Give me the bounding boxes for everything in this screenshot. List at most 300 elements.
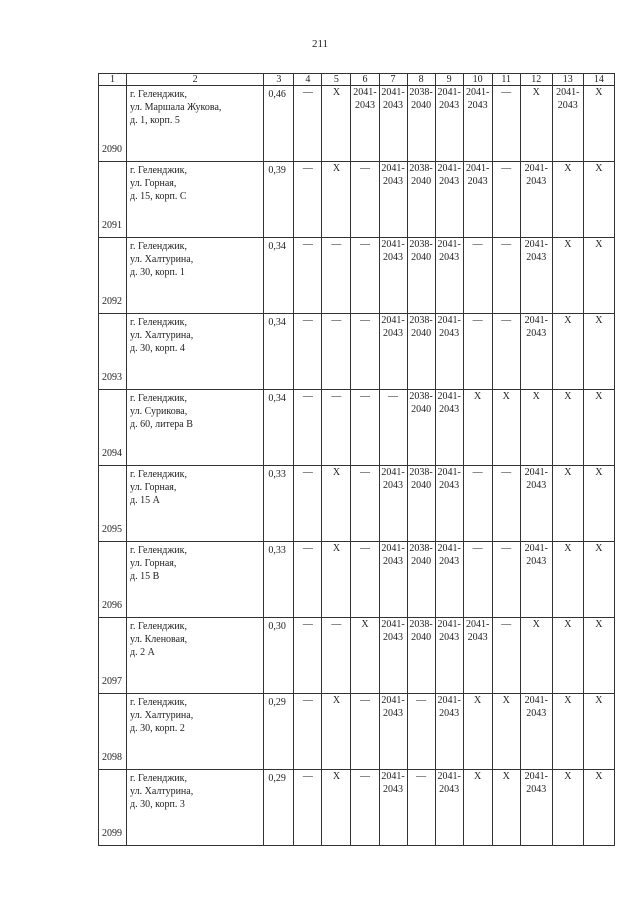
cell-line: —	[331, 315, 342, 326]
address-cell	[127, 86, 264, 162]
cell-line: 2041-	[353, 87, 377, 98]
address-cell	[127, 390, 264, 466]
cell-line: Х	[474, 771, 482, 782]
value-cell	[322, 162, 351, 238]
cell-line: 2043	[439, 632, 460, 643]
cell-line: 2041-	[465, 163, 490, 174]
table-row	[99, 542, 615, 618]
cell-line: —	[501, 543, 512, 554]
cell-line: 2041-	[437, 391, 461, 402]
cell-line: 2043	[383, 328, 404, 339]
cell-line: Х	[474, 695, 482, 706]
value-cell	[552, 694, 583, 770]
column-header: 5	[322, 74, 351, 86]
value-cell	[407, 542, 435, 618]
cell-line: 2041-	[465, 619, 490, 630]
row-number: 2093	[99, 314, 127, 390]
value-cell	[379, 162, 407, 238]
value-cell	[435, 770, 463, 846]
cell-line: —	[359, 695, 370, 706]
cell-line: 2041-	[524, 695, 548, 706]
table-row	[99, 694, 615, 770]
value-cell	[552, 162, 583, 238]
cell-line: Х	[564, 695, 572, 706]
value-cell	[294, 162, 322, 238]
address-line: д. 15 В	[130, 571, 160, 582]
value-cell	[520, 86, 552, 162]
cell-line: 2043	[526, 708, 547, 719]
cell-line: 2040	[411, 404, 432, 415]
address-line: ул. Халтурина,	[130, 330, 194, 341]
row-number: 2098	[99, 694, 127, 770]
value-cell	[294, 618, 322, 694]
cell-line: 2041-	[437, 87, 461, 98]
value-cell	[407, 162, 435, 238]
value-cell	[351, 86, 379, 162]
row-number: 2091	[99, 162, 127, 238]
column-header: 12	[520, 74, 552, 86]
cell-line: —	[501, 163, 512, 174]
cell-line: 2038-	[409, 467, 433, 478]
column-header: 13	[552, 74, 583, 86]
cell-line: —	[302, 467, 313, 478]
cell-line: —	[302, 771, 313, 782]
value-cell	[407, 618, 435, 694]
cell-line: —	[416, 771, 427, 782]
value-cell	[351, 542, 379, 618]
value-cell	[379, 466, 407, 542]
cell-line: 2040	[411, 480, 432, 491]
address-cell	[127, 694, 264, 770]
value-cell	[583, 694, 614, 770]
cell-line: Х	[332, 87, 341, 98]
value-cell	[294, 542, 322, 618]
column-header: 6	[351, 74, 379, 86]
value-cell	[583, 390, 614, 466]
value-cell	[351, 466, 379, 542]
cell-line: —	[331, 619, 342, 630]
value-cell	[520, 542, 552, 618]
cell-line: 2041-	[437, 619, 461, 630]
cell-line: 2038-	[409, 619, 433, 630]
cell-line: —	[472, 543, 483, 554]
table-row	[99, 314, 615, 390]
value-cell	[492, 618, 520, 694]
value-cell	[322, 770, 351, 846]
column-header: 7	[379, 74, 407, 86]
cell-line: 2040	[411, 252, 432, 263]
cell-line: 2043	[526, 176, 547, 187]
row-number: 2090	[99, 86, 127, 162]
value-cell	[492, 314, 520, 390]
cell-line: Х	[502, 695, 510, 706]
cell-line: —	[302, 619, 313, 630]
value-cell	[463, 86, 492, 162]
cell-line: 2041-	[437, 695, 461, 706]
address-line: д. 1, корп. 5	[130, 115, 180, 126]
cell-line: 2043	[439, 708, 460, 719]
cell-line: 2043	[439, 328, 460, 339]
cell-line: 2040	[411, 328, 432, 339]
value-cell	[520, 238, 552, 314]
value-cell	[322, 694, 351, 770]
value-cell	[435, 86, 463, 162]
cell-line: Х	[361, 619, 369, 630]
column-header: 2	[127, 74, 264, 86]
cell-line: Х	[532, 619, 540, 630]
cell-line: —	[472, 315, 483, 326]
cell-line: 2041-	[524, 315, 548, 326]
cell-line: 2040	[411, 556, 432, 567]
value-cell	[407, 770, 435, 846]
cell-line: Х	[564, 163, 572, 174]
cell-line: 2041-	[556, 87, 580, 98]
cell-line: 2038-	[409, 315, 433, 326]
value-cell	[520, 618, 552, 694]
address-line: ул. Халтурина,	[130, 710, 194, 721]
area-cell: 0,30	[264, 618, 294, 694]
cell-line: —	[359, 771, 370, 782]
cell-line: 2043	[439, 556, 460, 567]
cell-line: —	[302, 695, 313, 706]
value-cell	[492, 390, 520, 466]
cell-line: Х	[532, 87, 540, 98]
value-cell	[583, 466, 614, 542]
table-row	[99, 466, 615, 542]
cell-line: —	[359, 315, 370, 326]
cell-line: 2043	[439, 784, 460, 795]
value-cell	[379, 390, 407, 466]
cell-line: Х	[595, 543, 603, 554]
column-header: 4	[294, 74, 322, 86]
cell-line: 2043	[439, 480, 460, 491]
cell-line: Х	[474, 391, 482, 402]
value-cell	[552, 238, 583, 314]
value-cell	[379, 314, 407, 390]
address-line: ул. Халтурина,	[130, 786, 194, 797]
column-header: 14	[583, 74, 614, 86]
cell-line: Х	[595, 771, 603, 782]
address-line: г. Геленджик,	[130, 697, 187, 708]
cell-line: 2041-	[524, 239, 548, 250]
cell-line: Х	[564, 619, 572, 630]
value-cell	[583, 618, 614, 694]
table-row	[99, 390, 615, 466]
address-cell	[127, 618, 264, 694]
data-table	[98, 73, 615, 846]
value-cell	[351, 238, 379, 314]
cell-line: 2041-	[381, 239, 405, 250]
cell-line: 2041-	[381, 619, 405, 630]
cell-line: —	[501, 467, 512, 478]
address-cell	[127, 238, 264, 314]
cell-line: —	[302, 315, 313, 326]
cell-line: —	[302, 163, 313, 174]
address-line: д. 60, литера В	[130, 419, 193, 430]
address-cell	[127, 162, 264, 238]
cell-line: 2040	[411, 100, 432, 111]
cell-line: 2043	[526, 480, 547, 491]
value-cell	[294, 86, 322, 162]
cell-line: 2041-	[437, 163, 461, 174]
column-header: 9	[435, 74, 463, 86]
cell-line: Х	[332, 163, 341, 174]
table-row	[99, 618, 615, 694]
cell-line: 2041-	[437, 771, 461, 782]
cell-line: 2043	[467, 176, 488, 187]
cell-line: 2043	[439, 100, 460, 111]
cell-line: —	[331, 391, 342, 402]
cell-line: 2043	[467, 100, 488, 111]
cell-line: Х	[595, 391, 603, 402]
table-row	[99, 86, 615, 162]
cell-line: 2043	[439, 252, 460, 263]
value-cell	[351, 770, 379, 846]
address-line: д. 15 А	[130, 495, 160, 506]
address-line: д. 30, корп. 3	[130, 799, 185, 810]
table-header-row	[99, 74, 615, 86]
value-cell	[492, 238, 520, 314]
cell-line: Х	[564, 467, 572, 478]
cell-line: —	[416, 695, 427, 706]
address-line: г. Геленджик,	[130, 317, 187, 328]
value-cell	[294, 390, 322, 466]
cell-line: —	[359, 543, 370, 554]
value-cell	[351, 162, 379, 238]
value-cell	[351, 314, 379, 390]
value-cell	[407, 694, 435, 770]
cell-line: 2040	[411, 632, 432, 643]
address-cell	[127, 314, 264, 390]
row-number: 2095	[99, 466, 127, 542]
address-line: г. Геленджик,	[130, 89, 187, 100]
cell-line: Х	[595, 467, 603, 478]
cell-line: —	[331, 239, 342, 250]
value-cell	[552, 466, 583, 542]
value-cell	[492, 86, 520, 162]
cell-line: Х	[595, 87, 603, 98]
cell-line: 2041-	[437, 543, 461, 554]
cell-line: 2043	[383, 556, 404, 567]
value-cell	[322, 618, 351, 694]
area-cell: 0,33	[264, 466, 294, 542]
cell-line: 2041-	[524, 163, 548, 174]
row-number: 2094	[99, 390, 127, 466]
cell-line: 2038-	[409, 239, 433, 250]
address-line: г. Геленджик,	[130, 545, 187, 556]
cell-line: Х	[595, 619, 603, 630]
cell-line: 2038-	[409, 543, 433, 554]
address-cell	[127, 466, 264, 542]
value-cell	[463, 542, 492, 618]
address-cell	[127, 542, 264, 618]
cell-line: Х	[502, 391, 510, 402]
value-cell	[379, 86, 407, 162]
cell-line: 2038-	[409, 87, 433, 98]
value-cell	[407, 238, 435, 314]
value-cell	[552, 390, 583, 466]
cell-line: Х	[332, 543, 341, 554]
cell-line: Х	[595, 695, 603, 706]
cell-line: 2041-	[437, 315, 461, 326]
value-cell	[583, 86, 614, 162]
row-number: 2096	[99, 542, 127, 618]
value-cell	[463, 162, 492, 238]
cell-line: Х	[502, 771, 510, 782]
value-cell	[379, 618, 407, 694]
column-header: 11	[492, 74, 520, 86]
table-row	[99, 238, 615, 314]
value-cell	[322, 238, 351, 314]
cell-line: Х	[564, 239, 572, 250]
area-cell: 0,34	[264, 314, 294, 390]
value-cell	[379, 694, 407, 770]
cell-line: 2041-	[381, 771, 405, 782]
address-line: д. 30, корп. 1	[130, 267, 185, 278]
value-cell	[351, 390, 379, 466]
cell-line: 2043	[526, 784, 547, 795]
table-row	[99, 162, 615, 238]
value-cell	[322, 86, 351, 162]
cell-line: 2041-	[381, 163, 405, 174]
cell-line: Х	[564, 315, 572, 326]
area-cell: 0,34	[264, 390, 294, 466]
address-line: д. 30, корп. 4	[130, 343, 185, 354]
address-line: г. Геленджик,	[130, 773, 187, 784]
cell-line: 2043	[383, 784, 404, 795]
value-cell	[520, 162, 552, 238]
value-cell	[552, 542, 583, 618]
cell-line: 2043	[526, 252, 547, 263]
cell-line: Х	[595, 239, 603, 250]
cell-line: 2041-	[465, 87, 490, 98]
cell-line: —	[501, 315, 512, 326]
cell-line: —	[302, 543, 313, 554]
value-cell	[520, 694, 552, 770]
address-line: г. Геленджик,	[130, 393, 187, 404]
value-cell	[435, 314, 463, 390]
value-cell	[583, 770, 614, 846]
area-cell: 0,33	[264, 542, 294, 618]
cell-line: Х	[332, 467, 341, 478]
cell-line: 2043	[557, 100, 578, 111]
address-line: ул. Халтурина,	[130, 254, 194, 265]
page-number: 211	[311, 38, 329, 50]
value-cell	[322, 314, 351, 390]
value-cell	[583, 238, 614, 314]
cell-line: 2041-	[524, 543, 548, 554]
area-cell: 0,29	[264, 694, 294, 770]
value-cell	[322, 542, 351, 618]
value-cell	[435, 694, 463, 770]
cell-line: 2041-	[381, 87, 405, 98]
cell-line: —	[501, 619, 512, 630]
value-cell	[407, 314, 435, 390]
cell-line: 2041-	[381, 695, 405, 706]
cell-line: —	[359, 163, 370, 174]
value-cell	[552, 86, 583, 162]
address-line: ул. Сурикова,	[130, 406, 188, 417]
value-cell	[294, 238, 322, 314]
value-cell	[294, 314, 322, 390]
cell-line: 2043	[383, 176, 404, 187]
cell-line: Х	[564, 391, 572, 402]
cell-line: 2041-	[524, 771, 548, 782]
table-row	[99, 770, 615, 846]
value-cell	[552, 770, 583, 846]
cell-line: —	[302, 391, 313, 402]
cell-line: —	[472, 467, 483, 478]
cell-line: 2043	[467, 632, 488, 643]
value-cell	[322, 466, 351, 542]
column-header: 3	[264, 74, 294, 86]
address-line: ул. Горная,	[130, 558, 177, 569]
area-cell: 0,34	[264, 238, 294, 314]
value-cell	[463, 694, 492, 770]
cell-line: 2041-	[437, 239, 461, 250]
cell-line: Х	[564, 543, 572, 554]
address-line: г. Геленджик,	[130, 165, 187, 176]
cell-line: —	[501, 239, 512, 250]
area-cell: 0,29	[264, 770, 294, 846]
cell-line: 2043	[383, 100, 404, 111]
cell-line: Х	[595, 315, 603, 326]
value-cell	[492, 694, 520, 770]
cell-line: 2041-	[381, 467, 405, 478]
value-cell	[294, 770, 322, 846]
cell-line: 2041-	[437, 467, 461, 478]
cell-line: Х	[595, 163, 603, 174]
cell-line: 2043	[439, 176, 460, 187]
value-cell	[583, 542, 614, 618]
address-line: ул. Кленовая,	[130, 634, 188, 645]
row-number: 2099	[99, 770, 127, 846]
cell-line: 2038-	[409, 391, 433, 402]
cell-line: —	[501, 87, 512, 98]
value-cell	[463, 238, 492, 314]
value-cell	[492, 542, 520, 618]
value-cell	[520, 770, 552, 846]
value-cell	[520, 390, 552, 466]
value-cell	[463, 770, 492, 846]
value-cell	[492, 466, 520, 542]
cell-line: —	[302, 87, 313, 98]
address-line: д. 30, корп. 2	[130, 723, 185, 734]
cell-line: —	[302, 239, 313, 250]
value-cell	[379, 542, 407, 618]
cell-line: 2043	[354, 100, 375, 111]
cell-line: 2038-	[409, 163, 433, 174]
cell-line: 2041-	[381, 543, 405, 554]
value-cell	[294, 466, 322, 542]
address-line: г. Геленджик,	[130, 621, 187, 632]
area-cell: 0,46	[264, 86, 294, 162]
value-cell	[294, 694, 322, 770]
cell-line: 2040	[411, 176, 432, 187]
value-cell	[351, 694, 379, 770]
cell-line: —	[359, 391, 370, 402]
address-line: г. Геленджик,	[130, 469, 187, 480]
address-cell	[127, 770, 264, 846]
value-cell	[520, 314, 552, 390]
address-line: д. 15, корп. С	[130, 191, 187, 202]
column-header: 1	[99, 74, 127, 86]
value-cell	[407, 466, 435, 542]
value-cell	[463, 466, 492, 542]
value-cell	[407, 86, 435, 162]
address-line: ул. Маршала Жукова,	[130, 102, 222, 113]
area-cell: 0,39	[264, 162, 294, 238]
